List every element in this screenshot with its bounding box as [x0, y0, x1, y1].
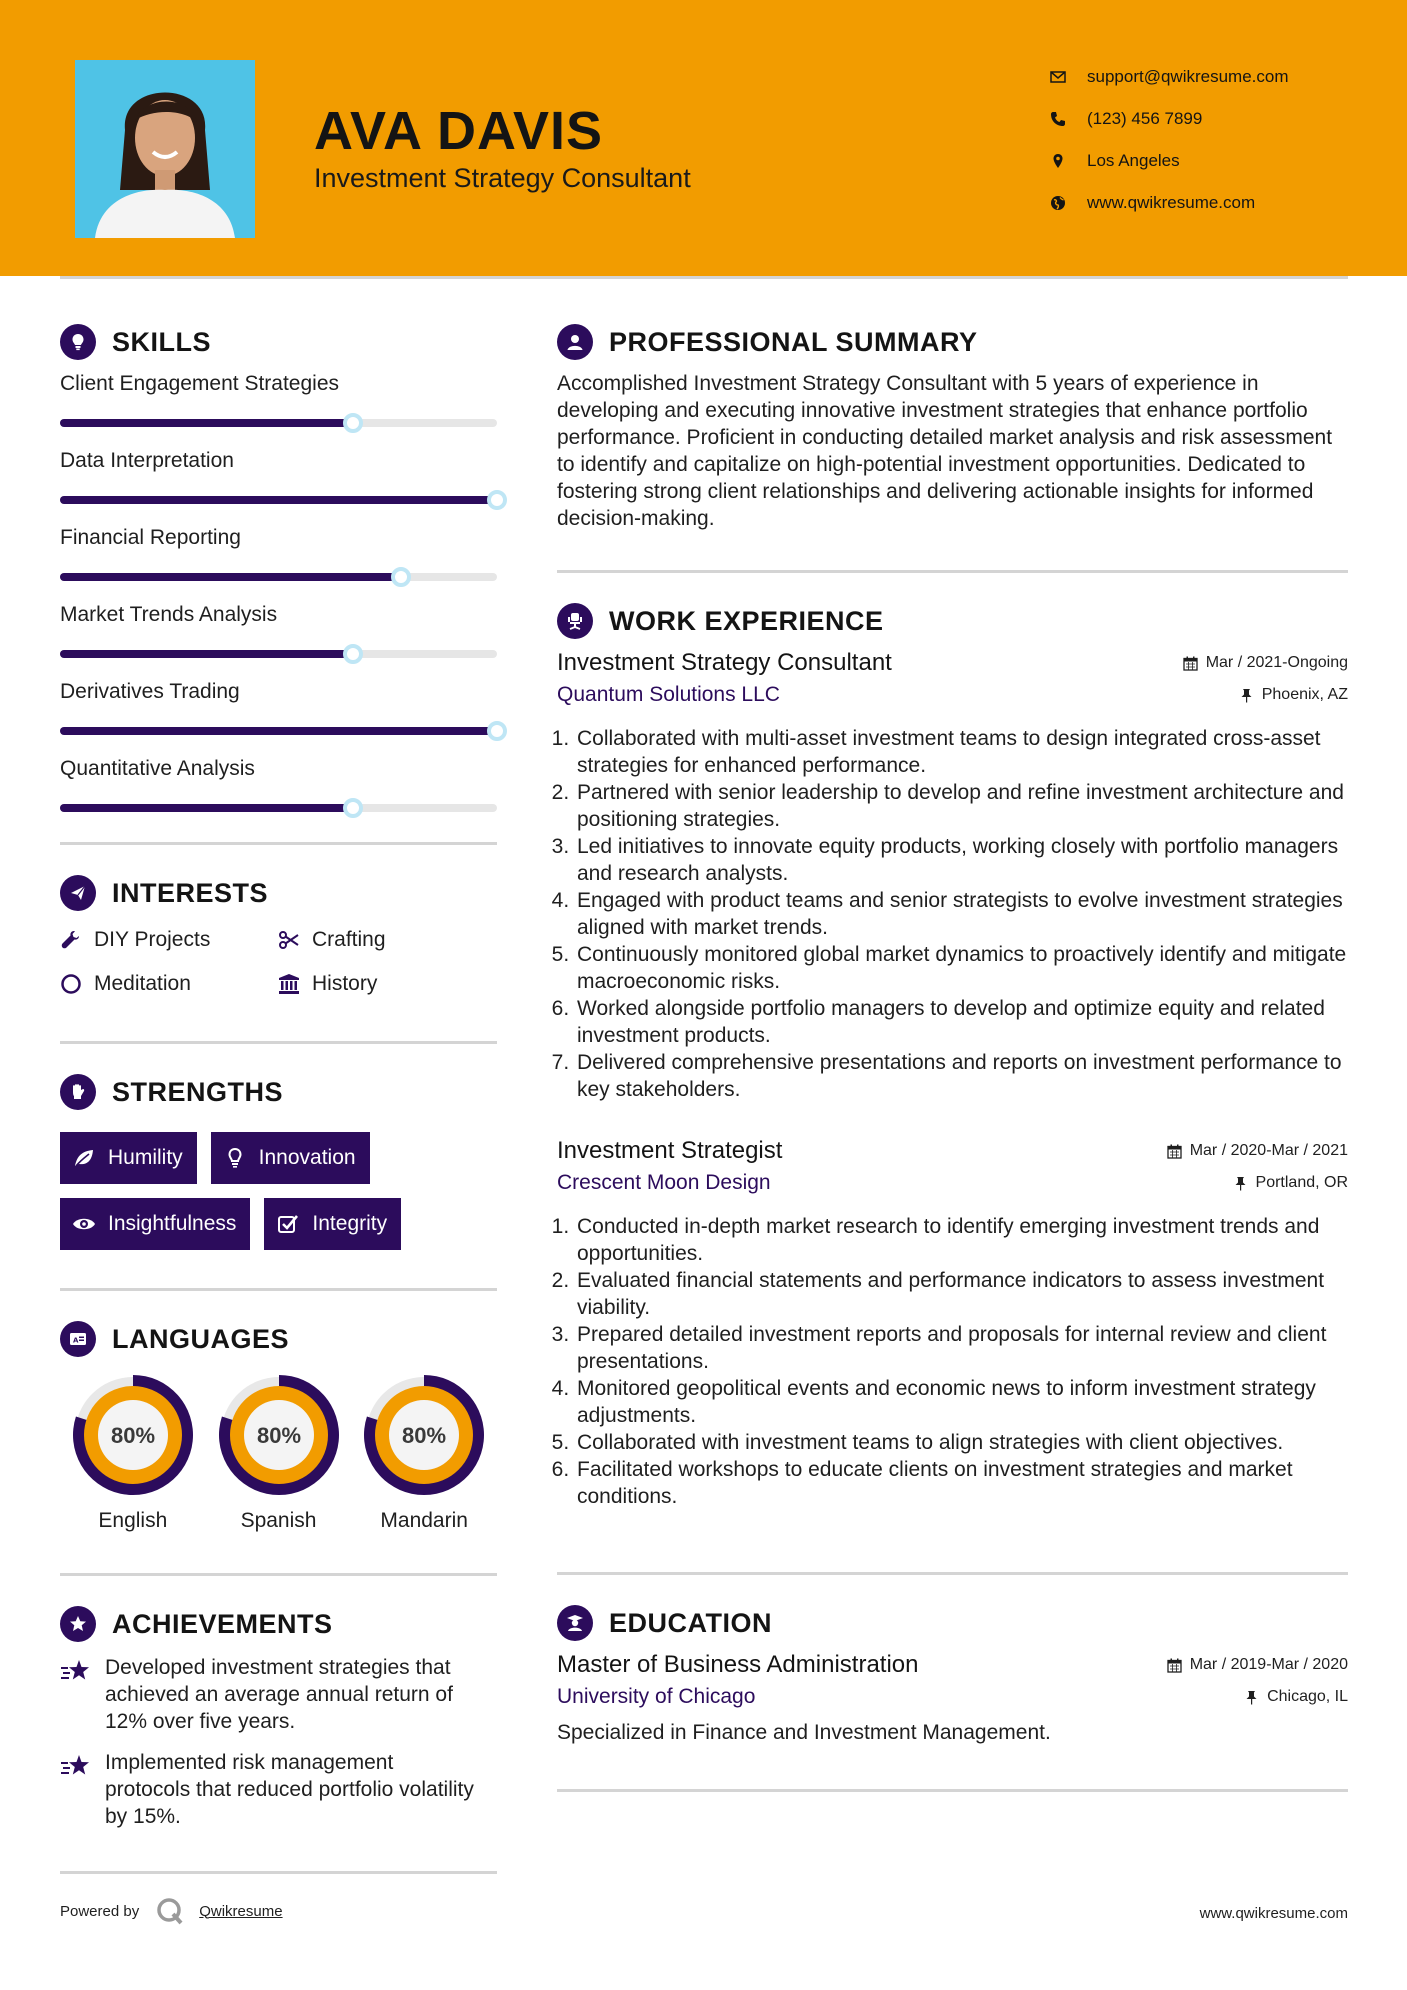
star-badge-icon — [60, 1606, 96, 1642]
svg-text:A: A — [73, 1336, 79, 1345]
interests-divider — [60, 1041, 497, 1044]
skill-bar-track — [60, 650, 497, 658]
strength-label: Insightfulness — [108, 1212, 237, 1235]
website-text[interactable]: www.qwikresume.com — [1087, 193, 1256, 212]
language-card-icon — [60, 1321, 96, 1357]
language-percent: 80% — [110, 1423, 155, 1448]
skill-bar-fill — [60, 573, 401, 581]
footer-divider — [60, 1871, 497, 1874]
education-location — [1244, 1688, 1348, 1706]
achievement-item — [60, 1654, 497, 1735]
job-bullet: 3. Prepared detailed investment reports and proposals for internal review and client presentations. — [575, 1321, 1348, 1375]
experience-title: WORK EXPERIENCE — [609, 605, 884, 636]
language-item — [60, 1373, 206, 1533]
education-description: Specialized in Finance and Investment Management. — [557, 1721, 1051, 1744]
job-bullet: 7. Delivered comprehensive presentations and reports on investment performance to key stakeholders. — [575, 1049, 1348, 1103]
skill-name: Derivatives Trading — [60, 680, 240, 703]
skill-bar-fill — [60, 496, 497, 504]
resume-header — [0, 0, 1407, 276]
language-percent: 80% — [402, 1423, 447, 1448]
leaf-icon — [72, 1146, 96, 1170]
skill-name: Client Engagement Strategies — [60, 372, 339, 395]
job-dates-text: Mar / 2021-Ongoing — [1205, 654, 1348, 671]
job-dates — [1167, 1142, 1348, 1160]
strengths-heading — [60, 1072, 497, 1112]
language-name: Mandarin — [380, 1509, 468, 1532]
strength-badge — [264, 1198, 401, 1250]
language-item — [351, 1373, 497, 1533]
qwikresume-logo-icon — [155, 1896, 185, 1926]
language-item — [206, 1373, 352, 1533]
strength-label: Integrity — [312, 1212, 388, 1235]
education-location-text: Chicago, IL — [1267, 1688, 1348, 1705]
strength-badge — [60, 1132, 197, 1184]
scissors-icon — [278, 929, 312, 951]
hand-fist-icon — [60, 1074, 96, 1110]
skill-item — [60, 516, 497, 593]
right-column — [557, 322, 1348, 1792]
summary-title: PROFESSIONAL SUMMARY — [609, 326, 978, 357]
job-location — [1239, 686, 1348, 704]
skill-item — [60, 439, 497, 516]
job-bullets — [575, 725, 1348, 1103]
job-bullet: 6. Worked alongside portfolio managers to develop and optimize equity and related investment products. — [575, 995, 1348, 1049]
profile-photo-image — [75, 60, 255, 238]
job-bullet: 5. Collaborated with investment teams to align strategies with client objectives. — [575, 1429, 1348, 1456]
skills-list — [60, 362, 497, 824]
skill-bar-track — [60, 496, 497, 504]
achievement-text: Developed investment strategies that achieved an average annual return of 12% over five years. — [105, 1656, 453, 1733]
strength-badge — [211, 1132, 370, 1184]
contact-website[interactable] — [1050, 182, 1380, 224]
skill-name: Financial Reporting — [60, 526, 241, 549]
achievement-item — [60, 1749, 497, 1830]
job-header — [557, 649, 1348, 677]
powered-by — [60, 1896, 283, 1926]
experience-heading — [557, 601, 1348, 641]
job-subheader — [557, 1171, 1348, 1195]
strengths-divider — [60, 1288, 497, 1291]
language-percent: 80% — [256, 1423, 301, 1448]
candidate-name: AVA DAVIS — [314, 101, 604, 161]
experience-divider — [557, 1572, 1348, 1575]
contact-email[interactable] — [1050, 56, 1380, 98]
languages-list — [60, 1373, 497, 1533]
strength-label: Innovation — [258, 1146, 356, 1169]
checkbox-icon — [276, 1212, 300, 1236]
interest-label: Crafting — [312, 928, 386, 951]
user-icon — [557, 324, 593, 360]
skill-bar-track — [60, 804, 497, 812]
job-bullet: 6. Facilitated workshops to educate clients on investment strategies and market conditions. — [575, 1456, 1348, 1510]
footer-website[interactable]: www.qwikresume.com — [1199, 1905, 1348, 1922]
left-column — [60, 322, 497, 1830]
interest-label: History — [312, 972, 378, 995]
job-bullet: 1. Conducted in-depth market research to identify emerging investment trends and opportunities. — [575, 1213, 1348, 1267]
header-divider — [60, 276, 1348, 279]
skill-bar-knob — [487, 490, 507, 510]
envelope-icon — [1050, 69, 1087, 85]
lightbulb-icon — [223, 1146, 247, 1170]
interest-item — [278, 925, 497, 955]
job-location-text: Phoenix, AZ — [1261, 686, 1348, 703]
location-text: Los Angeles — [1087, 151, 1180, 170]
skill-item — [60, 593, 497, 670]
job-company: Crescent Moon Design — [557, 1171, 771, 1194]
interests-title: INTERESTS — [112, 877, 269, 908]
circle-icon — [60, 973, 94, 995]
language-ring — [217, 1373, 341, 1497]
calendar-icon — [1167, 1658, 1182, 1673]
interests-list — [60, 925, 497, 999]
job-bullet: 4. Engaged with product teams and senior strategists to evolve investment strategies aligned with market trends. — [575, 887, 1348, 941]
strength-label: Humility — [108, 1146, 183, 1169]
paper-plane-icon — [60, 875, 96, 911]
education-heading — [557, 1603, 1348, 1643]
brand-link[interactable]: Qwikresume — [199, 1902, 283, 1920]
job-entry — [557, 1137, 1348, 1510]
job-dates-text: Mar / 2020-Mar / 2021 — [1189, 1142, 1348, 1159]
skills-heading — [60, 322, 497, 362]
pushpin-icon — [1233, 1176, 1248, 1191]
map-pin-icon — [1050, 153, 1087, 169]
summary-text: Accomplished Investment Strategy Consultant with 5 years of experience in developing and executing innovative investment strategies that enhance portfolio performance. Proficient in conducting detailed market analysis and risk assessment to identify and capitalize on high-potential investment opportunities. Dedicated to fostering strong client relationships and delivering actionable insights for informed decision-making. — [557, 372, 1333, 530]
job-title: Investment Strategy Consultant — [557, 649, 892, 676]
language-name: Spanish — [240, 1509, 317, 1532]
achievements-title: ACHIEVEMENTS — [112, 1608, 333, 1639]
office-chair-icon — [557, 603, 593, 639]
candidate-role: Investment Strategy Consultant — [314, 163, 691, 193]
contact-location — [1050, 140, 1380, 182]
skill-bar-knob — [343, 413, 363, 433]
star-icon — [60, 1654, 105, 1735]
skills-divider — [60, 842, 497, 845]
skill-name: Market Trends Analysis — [60, 603, 278, 626]
calendar-icon — [1167, 1144, 1182, 1159]
contact-list — [1050, 56, 1380, 224]
skill-name: Data Interpretation — [60, 449, 234, 472]
education-dates — [1167, 1656, 1348, 1674]
email-text[interactable]: support@qwikresume.com — [1087, 67, 1289, 86]
institution-icon — [278, 973, 312, 995]
job-company: Quantum Solutions LLC — [557, 683, 780, 706]
skill-bar-fill — [60, 650, 353, 658]
education-subheader — [557, 1685, 1348, 1709]
languages-divider — [60, 1573, 497, 1576]
pushpin-icon — [1244, 1690, 1259, 1705]
contact-phone[interactable] — [1050, 98, 1380, 140]
job-subheader — [557, 683, 1348, 707]
interests-heading — [60, 873, 497, 913]
strengths-title: STRENGTHS — [112, 1076, 284, 1107]
languages-title: LANGUAGES — [112, 1323, 290, 1354]
job-bullet: 5. Continuously monitored global market dynamics to proactively identify and mitigate macroeconomic risks. — [575, 941, 1348, 995]
education-dates-text: Mar / 2019-Mar / 2020 — [1189, 1656, 1348, 1673]
calendar-icon — [1183, 656, 1198, 671]
skill-bar-track — [60, 573, 497, 581]
powered-by-label: Powered by — [60, 1902, 140, 1920]
education-title: EDUCATION — [609, 1607, 772, 1638]
job-location — [1233, 1174, 1348, 1192]
job-bullet: 2. Evaluated financial statements and performance indicators to assess investment viability. — [575, 1267, 1348, 1321]
job-entry — [557, 649, 1348, 1103]
language-name: English — [98, 1509, 168, 1532]
skill-name: Quantitative Analysis — [60, 757, 255, 780]
job-bullets — [575, 1213, 1348, 1510]
skill-bar-track — [60, 419, 497, 427]
job-location-text: Portland, OR — [1255, 1174, 1348, 1191]
skill-item — [60, 670, 497, 747]
strength-badge — [60, 1198, 250, 1250]
interest-item — [60, 925, 278, 955]
globe-icon — [1050, 195, 1087, 211]
star-icon — [60, 1749, 105, 1830]
education-divider — [557, 1789, 1348, 1792]
language-ring — [362, 1373, 486, 1497]
job-header — [557, 1137, 1348, 1165]
skills-title: SKILLS — [112, 326, 212, 357]
skill-item — [60, 362, 497, 439]
profile-photo — [75, 60, 255, 238]
lightbulb-icon — [60, 324, 96, 360]
phone-icon — [1050, 111, 1087, 127]
skill-bar-knob — [343, 644, 363, 664]
interest-item — [60, 969, 278, 999]
skill-bar-knob — [343, 798, 363, 818]
education-header — [557, 1651, 1348, 1679]
graduate-icon — [557, 1605, 593, 1641]
job-bullet: 4. Monitored geopolitical events and economic news to inform investment strategy adjustments. — [575, 1375, 1348, 1429]
eye-icon — [72, 1212, 96, 1236]
skill-bar-fill — [60, 804, 353, 812]
strengths-list — [60, 1132, 497, 1250]
skill-bar-fill — [60, 727, 497, 735]
skill-bar-track — [60, 727, 497, 735]
phone-text: (123) 456 7899 — [1087, 109, 1203, 128]
skill-bar-knob — [487, 721, 507, 741]
education-entry — [557, 1651, 1348, 1745]
interest-item — [278, 969, 497, 999]
school: University of Chicago — [557, 1685, 756, 1708]
skill-bar-knob — [391, 567, 411, 587]
job-title: Investment Strategist — [557, 1137, 783, 1164]
interest-label: Meditation — [94, 972, 191, 995]
job-dates — [1183, 654, 1348, 672]
job-bullet: 2. Partnered with senior leadership to develop and refine investment architecture and positioning strategies. — [575, 779, 1348, 833]
achievements-heading — [60, 1604, 497, 1644]
achievement-text: Implemented risk management protocols that reduced portfolio volatility by 15%. — [105, 1751, 474, 1828]
summary-heading — [557, 322, 1348, 362]
wrench-icon — [60, 929, 94, 951]
job-bullet: 3. Led initiatives to innovate equity products, working closely with portfolio managers and research analysts. — [575, 833, 1348, 887]
pushpin-icon — [1239, 688, 1254, 703]
languages-heading — [60, 1319, 497, 1359]
degree: Master of Business Administration — [557, 1651, 919, 1678]
job-bullet: 1. Collaborated with multi-asset investment teams to design integrated cross-asset strategies for enhanced performance. — [575, 725, 1348, 779]
interest-label: DIY Projects — [94, 928, 211, 951]
skill-bar-fill — [60, 419, 353, 427]
summary-divider — [557, 570, 1348, 573]
language-ring — [71, 1373, 195, 1497]
skill-item — [60, 747, 497, 824]
